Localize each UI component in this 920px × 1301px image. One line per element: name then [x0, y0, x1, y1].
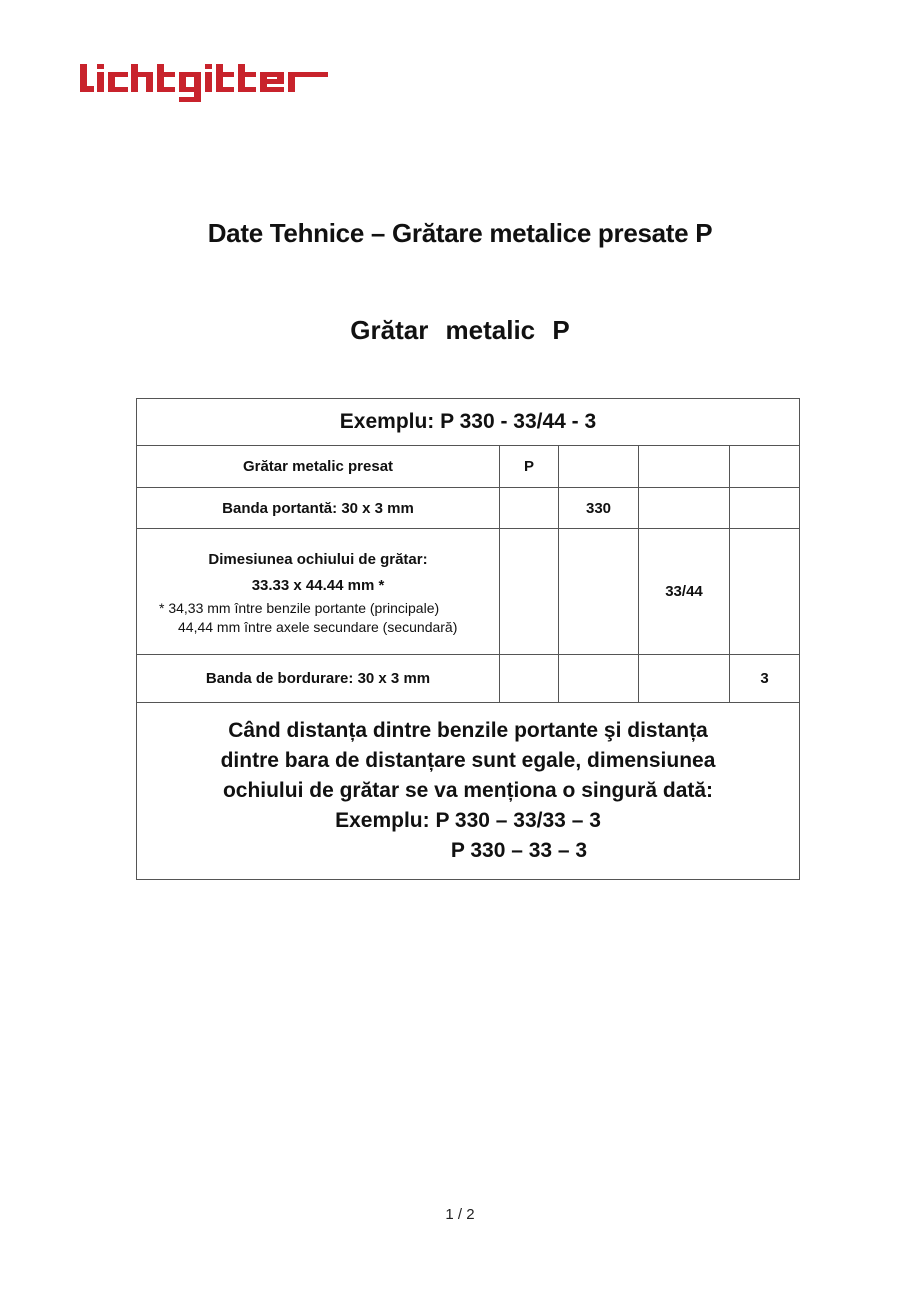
naming-note: [137, 703, 800, 880]
row-label: Grătar metalic presat: [137, 446, 500, 488]
mesh-note-2: 44,44 mm între axele secundare (secundară): [178, 618, 458, 635]
table-row: [137, 529, 800, 655]
cell-edge-bar: 3: [730, 655, 800, 703]
cell-edge-bar: [730, 446, 800, 488]
cell-mesh: [639, 446, 730, 488]
table-row: [137, 446, 800, 488]
mesh-note-1: * 34,33 mm între benzile portante (principale): [159, 599, 440, 616]
cell-type: [500, 529, 559, 655]
row-label-mesh: [137, 529, 500, 655]
logo-icon: [80, 62, 330, 104]
page-number: 1 / 2: [445, 1206, 475, 1223]
cell-mesh: [639, 488, 730, 529]
mesh-dimensions: 33.33 x 44.44 mm *: [251, 576, 385, 594]
cell-bearing-bar: [559, 446, 639, 488]
lichtgitter-logo: [80, 62, 330, 104]
cell-mesh: 33/44: [639, 529, 730, 655]
mesh-label: Dimesiunea ochiului de grătar:: [208, 550, 428, 568]
note-line: dintre bara de distanțare sunt egale, dimensiunea: [220, 749, 716, 772]
table-row: [137, 488, 800, 529]
row-label: Banda de bordurare: 30 x 3 mm: [137, 655, 500, 703]
cell-mesh: [639, 655, 730, 703]
cell-type: [500, 655, 559, 703]
table-row: [137, 655, 800, 703]
cell-type: P: [500, 446, 559, 488]
cell-type: [500, 488, 559, 529]
cell-edge-bar: [730, 529, 800, 655]
note-example: Exemplu: P 330 – 33/33 – 3: [335, 809, 601, 832]
note-example-short: P 330 – 33 – 3: [450, 839, 588, 862]
product-subtitle: Grătar metalic P: [350, 315, 570, 345]
table-note-row: [137, 703, 800, 880]
cell-edge-bar: [730, 488, 800, 529]
document-title: Date Tehnice – Grătare metalice presate P: [207, 218, 713, 248]
example-heading: Exemplu: P 330 - 33/44 - 3: [137, 399, 800, 446]
row-label: Banda portantă: 30 x 3 mm: [137, 488, 500, 529]
note-line: ochiului de grătar se va menționa o singură dată:: [222, 779, 714, 802]
note-line: Când distanța dintre benzile portante şi distanța: [228, 719, 708, 742]
cell-bearing-bar: 330: [559, 488, 639, 529]
table-header-row: [137, 399, 800, 446]
spec-table: [136, 398, 800, 880]
cell-bearing-bar: [559, 655, 639, 703]
cell-bearing-bar: [559, 529, 639, 655]
